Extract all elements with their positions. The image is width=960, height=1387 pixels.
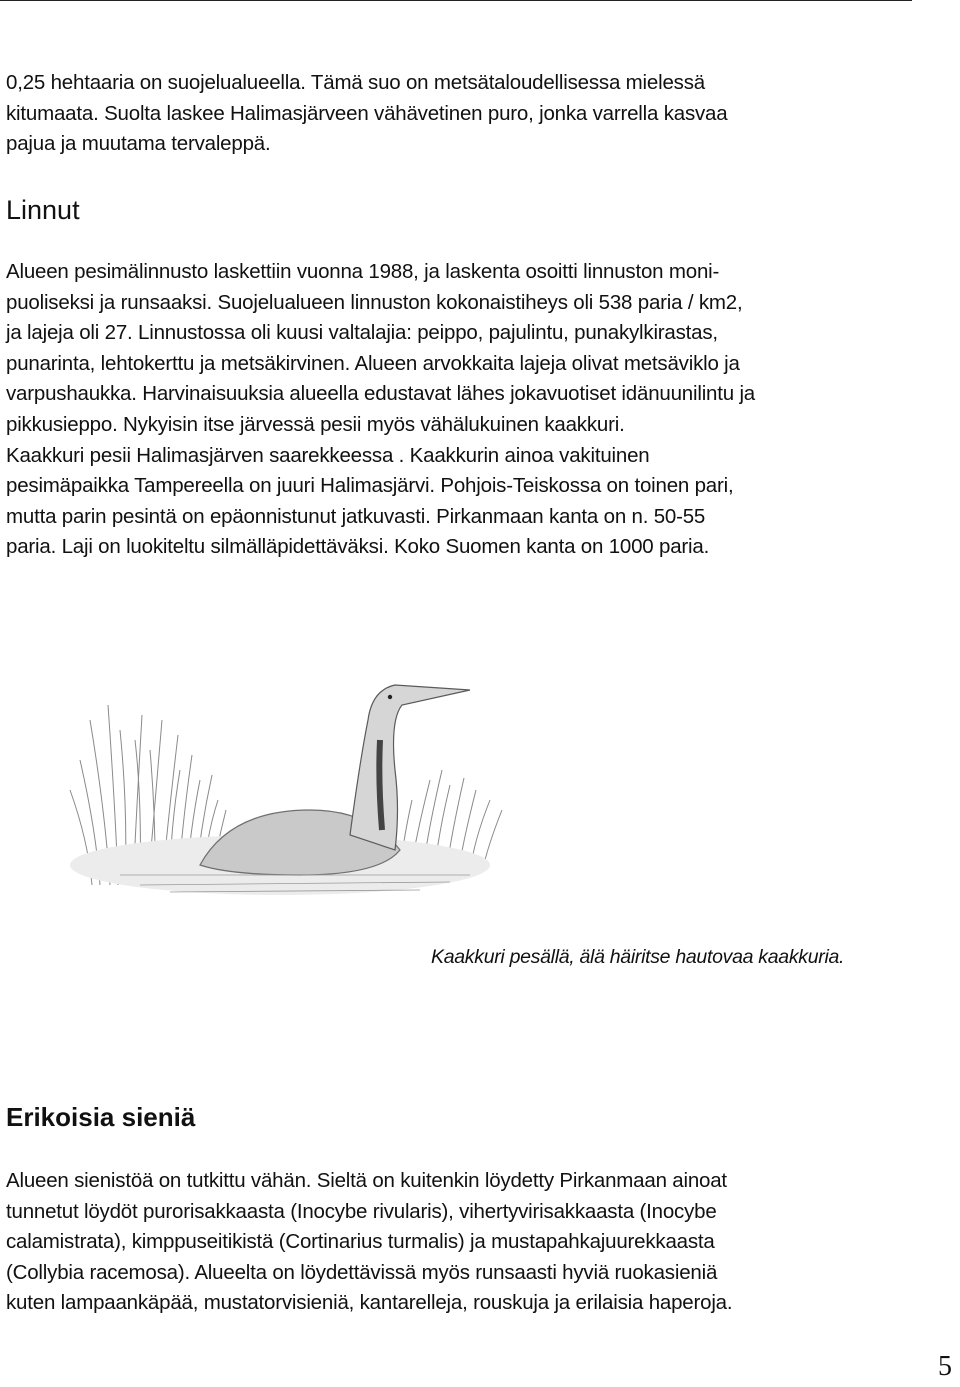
loon-throat-stripe [379, 740, 382, 830]
section-heading-sienet: Erikoisia sieniä [6, 1102, 196, 1132]
text-line: paria. Laji on luokiteltu silmälläpidettäväksi. Koko Suomen kanta on 1000 paria. [6, 535, 710, 559]
text-line: punarinta, lehtokerttu ja metsäkirvinen. Alueen arvokkaita lajeja olivat metsäviklo ja [6, 351, 740, 375]
text-line: 0,25 hehtaaria on suojelualueella. Tämä suo on metsätaloudellisessa mielessä [6, 71, 705, 94]
linnut-paragraph [6, 257, 906, 563]
loon-neck-head [350, 685, 470, 850]
text-line: tunnetut löydöt purorisakkaasta (Inocybe rivularis), vihertyvirisakkaasta (Inocybe [6, 1199, 717, 1223]
text-line: mutta parin pesintä on epäonnistunut jatkuvasti. Pirkanmaan kanta on n. 50-55 [6, 504, 706, 528]
text-line: kitumaata. Suolta laskee Halimasjärveen vähävetinen puro, jonka varrella kasvaa [6, 101, 728, 125]
text-line: pajua ja muutama tervaleppä. [6, 132, 271, 156]
text-line: (Collybia racemosa). Alueelta on löydettävissä myös runsaasti hyviä ruokasieniä [6, 1260, 718, 1284]
section-heading-linnut: Linnut [6, 195, 80, 225]
loon-illustration [50, 660, 530, 910]
text-line: puoliseksi ja runsaaksi. Suojelualueen linnuston kokonaistiheys oli 538 paria / km2, [6, 290, 743, 314]
text-line: Kaakkuri pesii Halimasjärven saarekkeessa . Kaakkurin ainoa vakituinen [6, 443, 650, 467]
text-line: pesimäpaikka Tampereella on juuri Halimasjärvi. Pohjois-Teiskossa on toinen pari, [6, 474, 734, 498]
loon-eye [388, 695, 392, 699]
text-line: kuten lampaankäpää, mustatorvisieniä, kantarelleja, rouskuja ja erilaisia haperoja. [6, 1291, 733, 1315]
text-line: ja lajeja oli 27. Linnustossa oli kuusi valtalajia: peippo, pajulintu, punakylkirastas, [6, 321, 718, 345]
text-line: Alueen pesimälinnusto laskettiin vuonna 1988, ja laskenta osoitti linnuston moni- [6, 260, 720, 283]
text-line: varpushaukka. Harvinaisuuksia alueella edustavat lähes jokavuotiset idänuunilintu ja [6, 382, 756, 406]
intro-paragraph [6, 68, 906, 160]
sienet-paragraph [6, 1166, 906, 1319]
text-line: calamistrata), kimppuseitikistä (Cortinarius turmalis) ja mustapahkajuurekkaasta [6, 1230, 715, 1254]
text-line: pikkusieppo. Nykyisin itse järvessä pesii myös vähälukuinen kaakkuri. [6, 412, 625, 436]
top-rule [0, 0, 912, 1]
text-line: Alueen sienistöä on tutkittu vähän. Sieltä on kuitenkin löydetty Pirkanmaan ainoat [6, 1169, 727, 1192]
figure-caption: Kaakkuri pesällä, älä häiritse hautovaa kaakkuria. [431, 946, 845, 968]
page-number: 5 [938, 1351, 952, 1382]
